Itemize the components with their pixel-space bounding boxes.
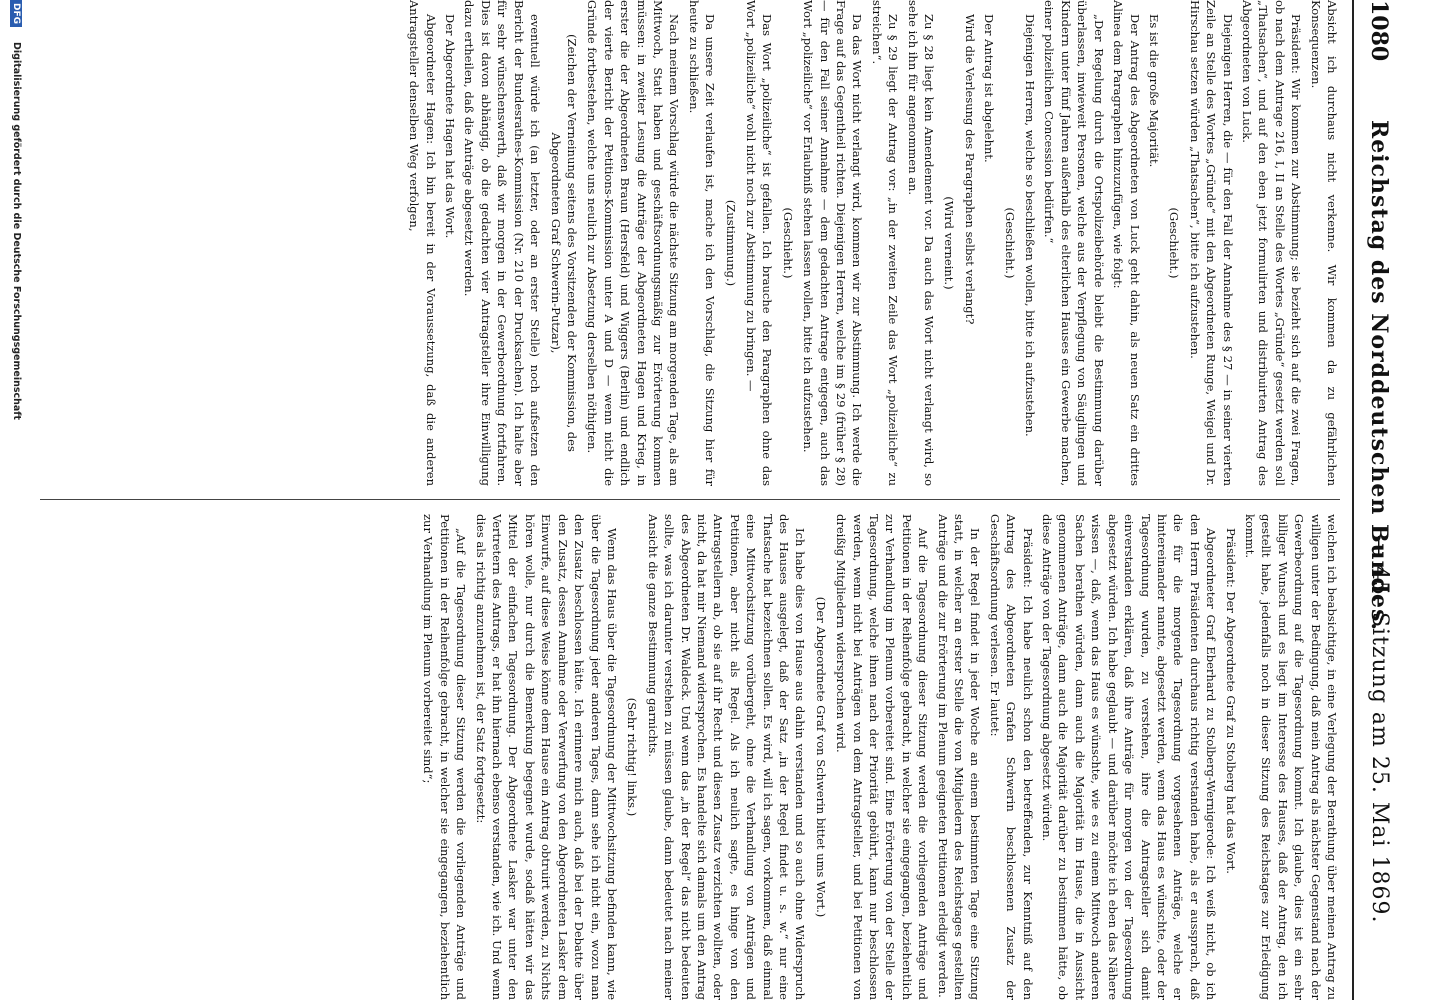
paragraph: welchen ich beabsichtige, in eine Verlegung der Berathung über meinen Antrag zu willigen unter der Bedingung, daß mein Antrag als nächster Gegenstand nach der Gewerbeordnung auf die Tagesordnung kommt. Ich glaube, dies ist ein sehr billiger Wunsch und es liegt im Interesse des Hauses, daß der Antrag, den ich gestellt habe, jedenfalls noch in dieser Sitzung des Reichstages zur Erledigung kommt. bbox=[1242, 514, 1339, 1000]
quoted-rule: In der Regel findet in jeder Woche an einem bestimmten Tage eine Sitzung statt, in welcher an erster Stelle die von Mitgliedern des Reichstages gestellten Anträge und die zur Erörterung im Plenum geeigneten Petitionen erledigt werden. bbox=[935, 514, 983, 1000]
page-header bbox=[1352, 0, 1432, 1000]
paragraph: Der Antrag des Abgeordneten von Luck geht dahin, als neuen Satz ein drittes Alinea dem Paragraphen hinzuzufügen, wie folgt: bbox=[1111, 0, 1142, 486]
stage-direction: (Zeichen der Verneinung seitens des Vorsitzenden der Kommission, des Abgeordneten Graf Schwerin-Putzar), bbox=[548, 34, 579, 452]
dfg-logo: DFG bbox=[10, 0, 22, 27]
paragraph: Abgeordneter Graf Eberhard zu Stolberg-Wernigerode: Ich weiß nicht, ob ich den Herrn Präsidenten durchaus richtig verstanden habe, als er aussprach, daß die für die morgende Tagesordnung vorgesehenen Anträge, welche er hintereinander nannte, abgesetzt werden, wenn das Haus es wünschte, oder der Tagesordnung wurden, zu verstehen, ihre die Antragsteller sich damit einverstanden erklären, daß ihre Anträge für morgen von der Tagesordnung abgesetzt würden. Ich habe geglaubt — und darüber möchte ich eben das Nähere wissen —, daß, wenn das Haus es wünschte, wie es zu einem Mittwoch anderen Sachen berathen würden, dann auch die Majorität im Hause, die in Aussicht genommenen Anträge, dann auch die Majorität darüber zu bestimmen hätte, ob diese Anträge von der Tagesordnung abgesetzt würden. bbox=[1040, 514, 1219, 1000]
stage-direction: (Wird verneint.) bbox=[942, 196, 957, 290]
paragraph: Der Antrag ist abgelehnt. bbox=[982, 14, 997, 163]
paragraph: Präsident: Wir kommen zur Abstimmung; sie bezieht sich auf die zwei Fragen, ob nach dem Antrage 216, I, II an Stelle des Wortes „Gründe“ gesetzt werden soll „Thatsachen“, und auf den eben jetzt formulirten und distribuirten Antrag des Abgeordneten von Luck. bbox=[1239, 0, 1304, 486]
paragraph: Abgeordneter Hagen: Ich bin bereit in der Voraussetzung, daß die anderen Antragsteller denselben Weg verfolgen, bbox=[407, 0, 438, 486]
paragraph: Diejenigen Herren, welche so beschließen wollen, bitte ich aufzustehen. bbox=[1023, 14, 1038, 437]
quoted-amendment: „Der Regelung durch die Ortspolizeibehörde bleibt die Bestimmung darüber überlassen, inwieweit Personen, welche aus der Verpflegung von Säuglingen und Kindern unter fünf Jahren außerhalb des elterlichen Hauses ein Gewerbe machen, einer polizeilichen Concession bedürfen.“ bbox=[1042, 0, 1106, 486]
paragraph: Zu § 29 liegt der Antrag vor: „in der zweiten Zeile das Wort „polizeiliche“ zu streichen“. bbox=[869, 0, 901, 486]
paragraph: Zu § 28 liegt kein Amendement vor. Da auch das Wort nicht verlangt wird, so sehe ich ihn für angenommen an. bbox=[905, 0, 937, 486]
stage-direction: (Zustimmung.) bbox=[723, 199, 738, 287]
stage-direction: (Geschieht.) bbox=[1002, 207, 1017, 279]
paragraph: Es ist die große Majorität. bbox=[1146, 14, 1161, 168]
paragraph: Das Wort „polizeiliche“ ist gefallen. Ich brauche den Paragraphen ohne das Wort „polizeiliche“ wohl nicht noch zur Abstimmung zu bringen. — bbox=[744, 0, 775, 486]
stage-direction: (Geschieht.) bbox=[780, 207, 795, 279]
quoted-rule: Auf die Tagesordnung dieser Sitzung werden die vorliegenden Anträge und Petitionen in der Reihenfolge gebracht, in welcher sie eingegangen, beziehentlich zur Verhandlung im Plenum vorbereitet sind. Eine Erörterung von der Stelle der Tagesordnung, welche ihnen nach der Priorität gebührt, kann nur beschlossen werden, wenn nicht bei Anträgen von dem Antragsteller, und bei Petitionen von dreißig Mitgliedern widersprochen wird. bbox=[834, 514, 931, 1000]
left-column bbox=[40, 0, 1340, 486]
paragraph: Wenn das Haus über die Tagesordnung der Mittwochsitzung befinden kann, wie über die Tagesordnung jeder anderen Tages, dann sehe ich nicht ein, wozu man den Zusatz beschlossen hätte. Ich erinnere mich auch, daß bei der Debatte über den Zusatz, dessen Annahme oder Verwerfung von den Abgeordneten Lasker dem Einwurfe, auf diese Weise könne dem Hause ein Antrag obtruirt werden, zu Nichts hören wolle, nur durch die Bemerkung begegnet wurde, sodaß hätten wir das Mittel der einfachen Tagesordnung. Der Abgeordnete Lasker war unter den Vertretern des Antrags, er hat ihn hiernach ebenso verstanden, wie ich. Und wenn dies als richtig anzunehmen ist, der Satz fortgesetzt: bbox=[473, 514, 619, 1000]
paragraph: Der Abgeordnete Hagen hat das Wort. bbox=[443, 14, 458, 239]
running-title-left: Reichstag des Norddeutschen Bundes. bbox=[1366, 120, 1392, 632]
stage-direction: (Geschieht.) bbox=[1167, 207, 1182, 279]
stage-direction: (Sehr richtig! links.) bbox=[625, 697, 640, 817]
paragraph: Da unsere Zeit verlaufen ist, mache ich den Vorschlag, die Sitzung hier für heute zu schließen. bbox=[686, 0, 718, 486]
stage-direction: (Der Abgeordnete Graf von Schwerin bittet ums Wort.) bbox=[813, 596, 828, 918]
page-number: 1080 bbox=[1366, 0, 1392, 62]
paragraph: Absicht ich durchaus nicht verkenne. Wir kommen da zu gefährlichen Konsequenzen. bbox=[1308, 0, 1339, 486]
paragraph: Wird die Verlesung des Paragraphen selbst verlangt? bbox=[962, 14, 977, 325]
paragraph: Präsident: Ich habe neulich schon den betreffenden, zur Kenntniß auf den Antrag des Abgeordneten Grafen Schwerin beschlossenen Zusatz der Geschäftsordnung verlesen. Er lautet: bbox=[987, 514, 1035, 1000]
paragraph: Präsident: Der Abgeordnete Graf zu Stolberg hat das Wort. bbox=[1223, 528, 1238, 874]
quoted-rule: „Auf die Tagesordnung dieser Sitzung werden die vorliegenden Anträge und Petitionen in der Reihenfolge gebracht, in welcher sie eingegangen, beziehentlich zur Verhandlung im Plenum vorbereitet sind“; bbox=[421, 514, 469, 1000]
right-column bbox=[40, 514, 1340, 1000]
column-divider bbox=[40, 499, 1340, 500]
digitization-credit: Digitalisierung gefördert durch die Deutsche Forschungsgemeinschaft bbox=[11, 42, 22, 420]
paragraph: Ich habe dies von Hause aus dahin verstanden und so auch ohne Widerspruch des Hauses ausgelegt, daß der Satz „in der Regel findet u. s. w.“ nur eine Thatsache hat bezeichnen sollen. Es wird, will ich sagen, vorkommen, daß einmal eine Mittwochsitzung vorübergeht, ohne die Verhandlung von Anträgen und Petitionen, aber nicht als Regel. Als ich neulich sagte, es hinge von den Antragstellern ab, ob sie auf ihr Recht und diesen Zusatz verzichten wollten, oder nicht, da hat mir Niemand widersprochen. Es handelte sich damals um den Antrag des Abgeordneten Dr. Waldeck. Und wenn das „in der Regel“ das nicht bedeuten sollte, was ich darunter verstehen zu müssen glaube, dann bedeutet nach meiner Ansicht die ganze Bestimmung garnichts. bbox=[645, 514, 808, 1000]
paragraph: Diejenigen Herren, die — für den Fall der Annahme des § 27 — in seiner vierten Zeile an Stelle des Wortes „Gründe“ mit den Abgeordneten Runge, Weigel und Dr. Hirschau setzen würden „Thatsachen“, bitte ich aufzustehen. bbox=[1187, 0, 1235, 486]
paragraph: eventuell würde ich (an letzter, oder an erster Stelle) noch aufsetzen den Bericht der Bundesrathes-Kommission (Nr. 210 der Drucksachen). Ich halte aber für sehr wünschenswerth, daß wir morgen in der Gewerbeordnung fortfahren. Dies ist davon abhängig, ob die gedachten vier Antragsteller ihre Einwilligung dazu ertheilen, daß die Anträge abgesetzt werden. bbox=[462, 0, 543, 486]
running-title-right: — 45. Sitzung am 25. Mai 1869. bbox=[1367, 535, 1392, 924]
paragraph: Nach meinem Vorschlag würde die nächste Sitzung am morgenden Tage, als am Mittwoch, Statt haben und geschäftsordnungsmäßig zur Erörterung kommen müssen: in zweiter Lesung die Anträge der Abgeordneten Hagen und Krieg, in erster die der Abgeordneten Braun (Hersfeld) und Wiggers (Berlin) und endlich der vierte Bericht der Petitions-Kommission unter A und D — wenn nicht die Gründe fortbestehen, welche uns neulich zur Absetzung derselben nöthigten. bbox=[585, 0, 682, 486]
paragraph: Da das Wort nicht verlangt wird, kommen wir zur Abstimmung. Ich werde die Frage auf das Gegentheil richten. Diejenigen Herren, welche im § 29 (früher § 28) — für den Fall seiner Annahme — dem gedachten Antrage entgegen, auch das Wort „polizeiliche“ vor Erlaubniß stehen lassen wollen, bitte ich aufzustehen. bbox=[801, 0, 865, 486]
